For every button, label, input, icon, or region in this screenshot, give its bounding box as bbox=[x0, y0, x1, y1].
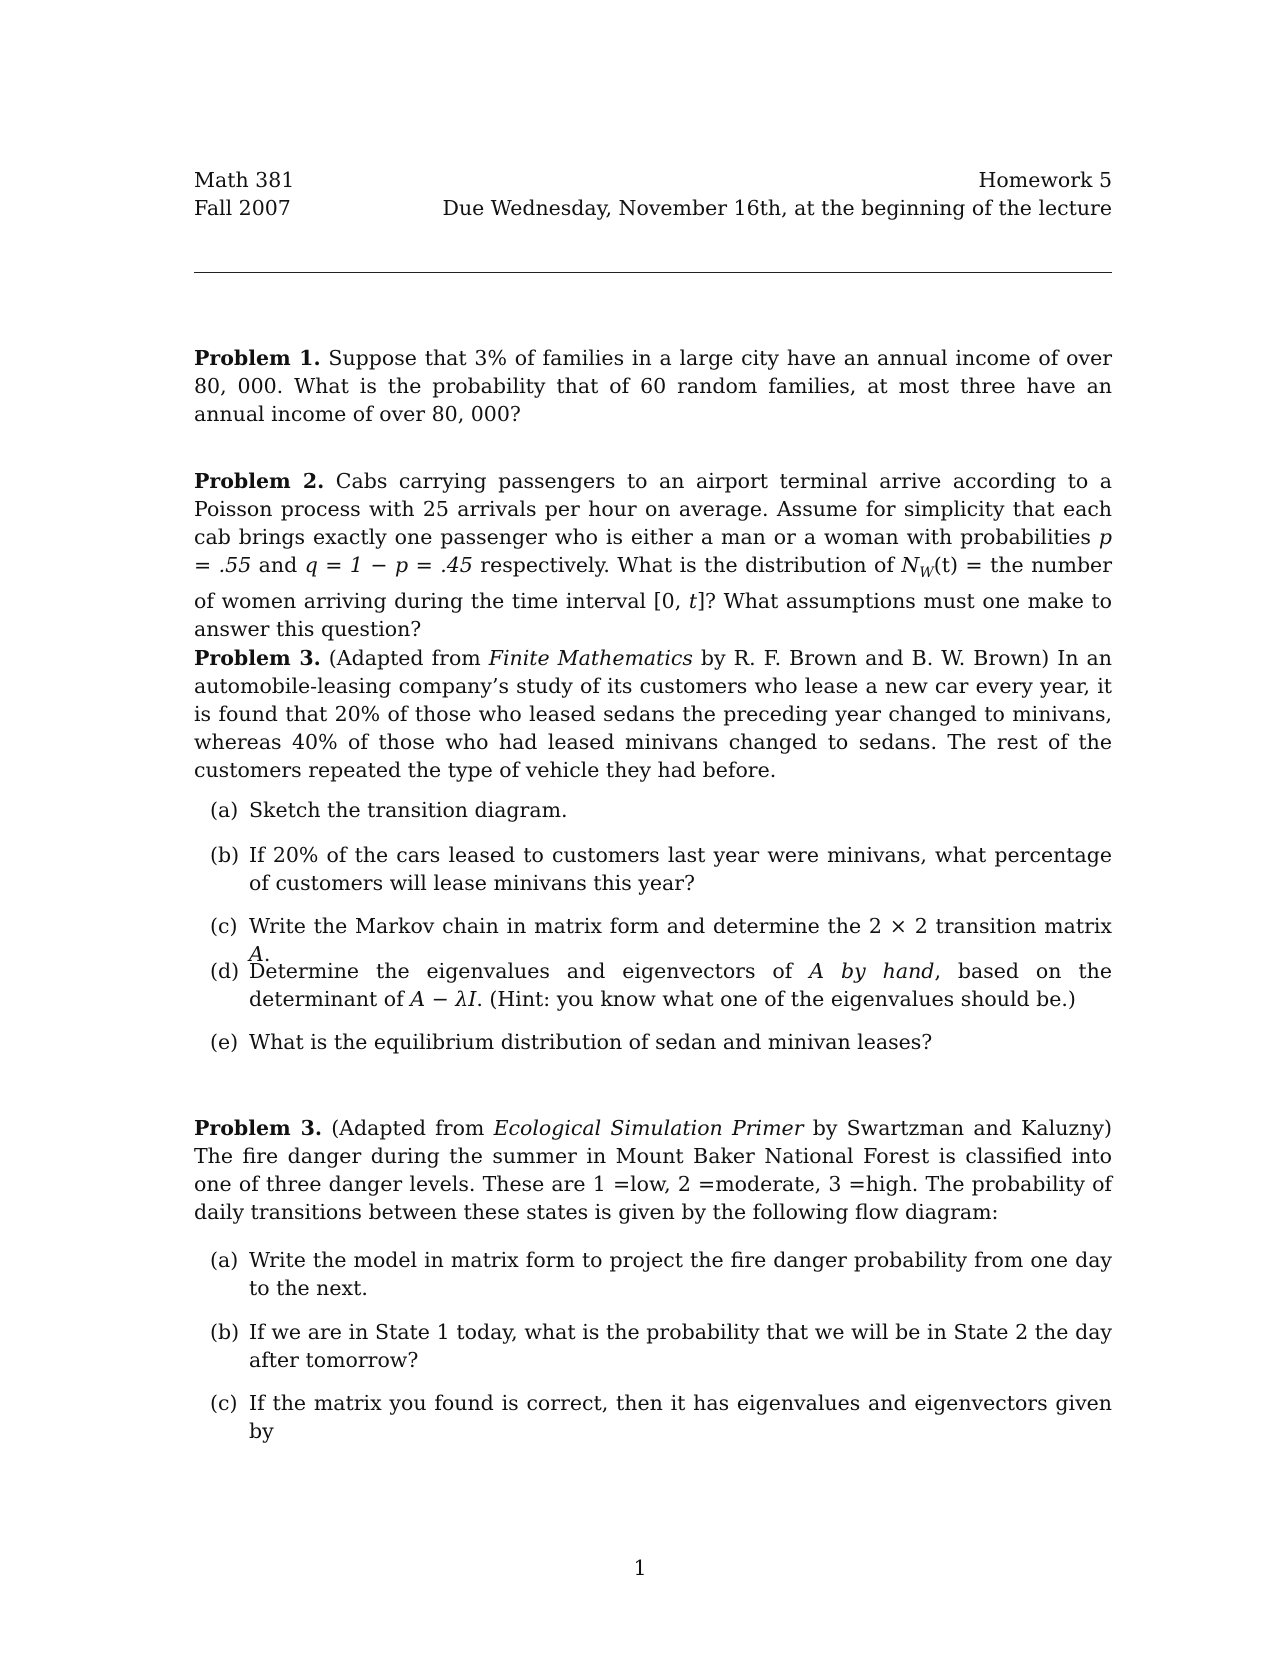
problem-2-math-nw-sub: W bbox=[919, 565, 934, 582]
item-label: (e) bbox=[210, 1030, 239, 1054]
problem-3a-book-title: Finite Mathematics bbox=[488, 646, 693, 670]
item-label: (b) bbox=[210, 1320, 240, 1344]
problem-3a-item-e bbox=[210, 1028, 1112, 1056]
item-text: What is the equilibrium distribution of sedan and minivan leases? bbox=[249, 1030, 933, 1054]
problem-2-text-b: respectively. What is the distribution of bbox=[472, 553, 902, 577]
problem-2-math-nw: N bbox=[901, 553, 920, 577]
problem-3b-text: by Swartzman and Kaluzny) The fire danger during the summer in Mount Baker National Forest is classified into one of three danger levels. These are 1 =low, 2 =moderate, 3 =high. The probability of daily transitions between these states is given by the following flow diagram: bbox=[194, 1116, 1112, 1224]
problem-2-heading: Problem 2. bbox=[194, 469, 325, 493]
matrix-a: A bbox=[249, 942, 264, 966]
header-right bbox=[443, 166, 1112, 222]
problem-3a bbox=[194, 644, 1112, 784]
problem-3b-heading: Problem 3. bbox=[194, 1116, 322, 1140]
problem-3a-pre: (Adapted from bbox=[328, 646, 489, 670]
item-label: (c) bbox=[210, 914, 238, 938]
item-text-b: . bbox=[263, 942, 271, 966]
problem-3a-item-d bbox=[210, 957, 1112, 1013]
problem-1-heading: Problem 1. bbox=[194, 346, 321, 370]
problem-2-and: and bbox=[251, 553, 305, 577]
problem-3b bbox=[194, 1114, 1112, 1226]
item-text-b: , based on the determinant of bbox=[249, 959, 1112, 1011]
page-number: 1 bbox=[633, 1556, 647, 1580]
problem-3b-item-a bbox=[210, 1246, 1112, 1302]
course-name: Math 381 bbox=[194, 168, 295, 192]
problem-1 bbox=[194, 344, 1112, 428]
item-text: If we are in State 1 today, what is the probability that we will be in State 2 the day after tomorrow? bbox=[249, 1320, 1112, 1372]
problem-2-math-t: (t) bbox=[933, 553, 958, 577]
item-text: Sketch the transition diagram. bbox=[249, 798, 568, 822]
matrix-a: A bbox=[809, 959, 825, 983]
item-text bbox=[249, 957, 1112, 1013]
matrix-a-minus-lambda-i: A − λI bbox=[410, 987, 477, 1011]
problem-2-math-t2: t bbox=[688, 589, 698, 614]
item-label: (a) bbox=[210, 798, 239, 822]
item-text-c: . (Hint: you know what one of the eigenvalues should be.) bbox=[476, 987, 1076, 1011]
problem-3a-item-a bbox=[210, 796, 1112, 824]
problem-3a-heading: Problem 3. bbox=[194, 646, 321, 670]
due-date: Due Wednesday, November 16th, at the beginning of the lecture bbox=[442, 196, 1112, 220]
item-text-a: Determine the eigenvalues and eigenvectors of bbox=[249, 959, 810, 983]
problem-2-math-q: q = 1 − p = .45 bbox=[304, 553, 473, 577]
problem-2 bbox=[194, 467, 1112, 643]
item-text-a: Write the Markov chain in matrix form and determine the 2 × 2 transition matrix bbox=[249, 914, 1112, 938]
problem-2-text-c: = the number of women arriving during the time interval [0, bbox=[194, 553, 1112, 614]
item-text: If the matrix you found is correct, then it has eigenvalues and eigenvectors given by bbox=[249, 1391, 1112, 1443]
item-label: (d) bbox=[210, 959, 240, 983]
item-label: (a) bbox=[210, 1248, 239, 1272]
course-term: Fall 2007 bbox=[194, 196, 291, 220]
item-text: If 20% of the cars leased to customers last year were minivans, what percentage of customers will lease minivans this year? bbox=[249, 843, 1112, 895]
problem-2-text-d: ]? What assumptions must one make to answer this question? bbox=[194, 589, 1112, 642]
problem-3a-text: by R. F. Brown and B. W. Brown) In an automobile-leasing company’s study of its customers who lease a new car every year, it is found that 20% of those who leased sedans the preceding year changed to minivans, whereas 40% of those who had leased minivans changed to sedans. The rest of the customers repeated the type of vehicle they had before. bbox=[194, 646, 1112, 782]
problem-2-math-p: p = .55 bbox=[194, 525, 1112, 577]
item-label: (b) bbox=[210, 843, 240, 867]
problem-1-text: Suppose that 3% of families in a large city have an annual income of over 80, 000. What is the probability that of 60 random families, at most three have an annual income of over 80, 000? bbox=[194, 346, 1112, 426]
problem-3b-item-b bbox=[210, 1318, 1112, 1374]
problem-3b-pre: (Adapted from bbox=[331, 1116, 494, 1140]
problem-3a-item-b bbox=[210, 841, 1112, 897]
problem-3b-book-title: Ecological Simulation Primer bbox=[493, 1116, 804, 1140]
item-text: Write the model in matrix form to project the fire danger probability from one day to the next. bbox=[249, 1248, 1112, 1300]
header-left bbox=[194, 166, 294, 222]
problem-2-text-a: Cabs carrying passengers to an airport terminal arrive according to a Poisson process with 25 arrivals per hour on average. Assume for simplicity that each cab brings exactly one passenger who is either a man or a woman with probabilities bbox=[194, 469, 1112, 549]
emphasis-by-hand: by hand bbox=[824, 959, 935, 983]
item-label: (c) bbox=[210, 1391, 238, 1415]
header-divider bbox=[194, 272, 1112, 273]
homework-title: Homework 5 bbox=[978, 168, 1112, 192]
problem-3b-item-c bbox=[210, 1389, 1112, 1445]
